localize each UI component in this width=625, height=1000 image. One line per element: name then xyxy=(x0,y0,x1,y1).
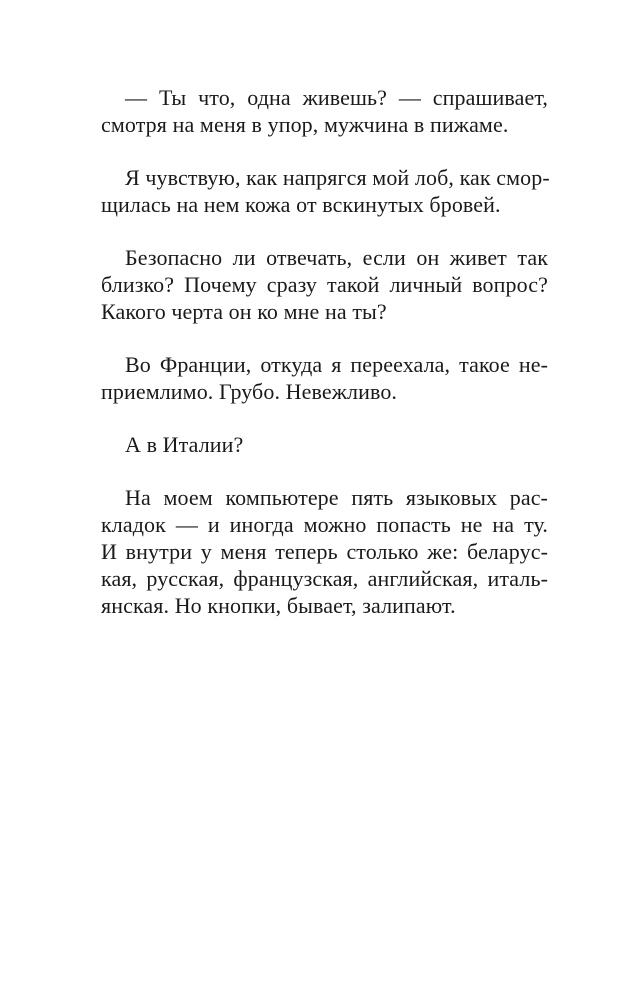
paragraph-5 xyxy=(101,431,548,458)
paragraph-2 xyxy=(101,164,548,218)
text-line: смотря на меня в упор, мужчина в пижаме. xyxy=(101,112,509,137)
text-line: щилась на нем кожа от вскинутых бровей. xyxy=(101,192,501,217)
text-line: Я чувствую, как напрягся мой лоб, как смор- xyxy=(125,165,550,190)
text-line: приемлимо. Грубо. Невежливо. xyxy=(101,379,398,404)
text-line: Безопасно ли отвечать, если он живет так xyxy=(125,245,548,270)
text-line: На моем компьютере пять языковых рас- xyxy=(125,485,548,510)
paragraph-1 xyxy=(101,84,548,138)
text-line: И внутри у меня теперь столько же: беларус- xyxy=(101,539,548,564)
text-line: кладок — и иногда можно попасть не на ту. xyxy=(101,512,548,537)
text-line: Во Франции, откуда я переехала, такое не- xyxy=(125,352,548,377)
book-page xyxy=(101,84,548,645)
text-line: А в Италии? xyxy=(125,432,244,457)
paragraph-4 xyxy=(101,351,548,405)
paragraph-6 xyxy=(101,484,548,619)
paragraph-3 xyxy=(101,244,548,325)
text-line: кая, русская, французская, английская, италь- xyxy=(101,566,548,591)
text-line: — Ты что, одна живешь? — спрашивает, xyxy=(125,85,548,110)
text-line: Какого черта он ко мне на ты? xyxy=(101,299,387,324)
text-line: близко? Почему сразу такой личный вопрос? xyxy=(101,272,548,297)
text-line: янская. Но кнопки, бывает, залипают. xyxy=(101,593,456,618)
